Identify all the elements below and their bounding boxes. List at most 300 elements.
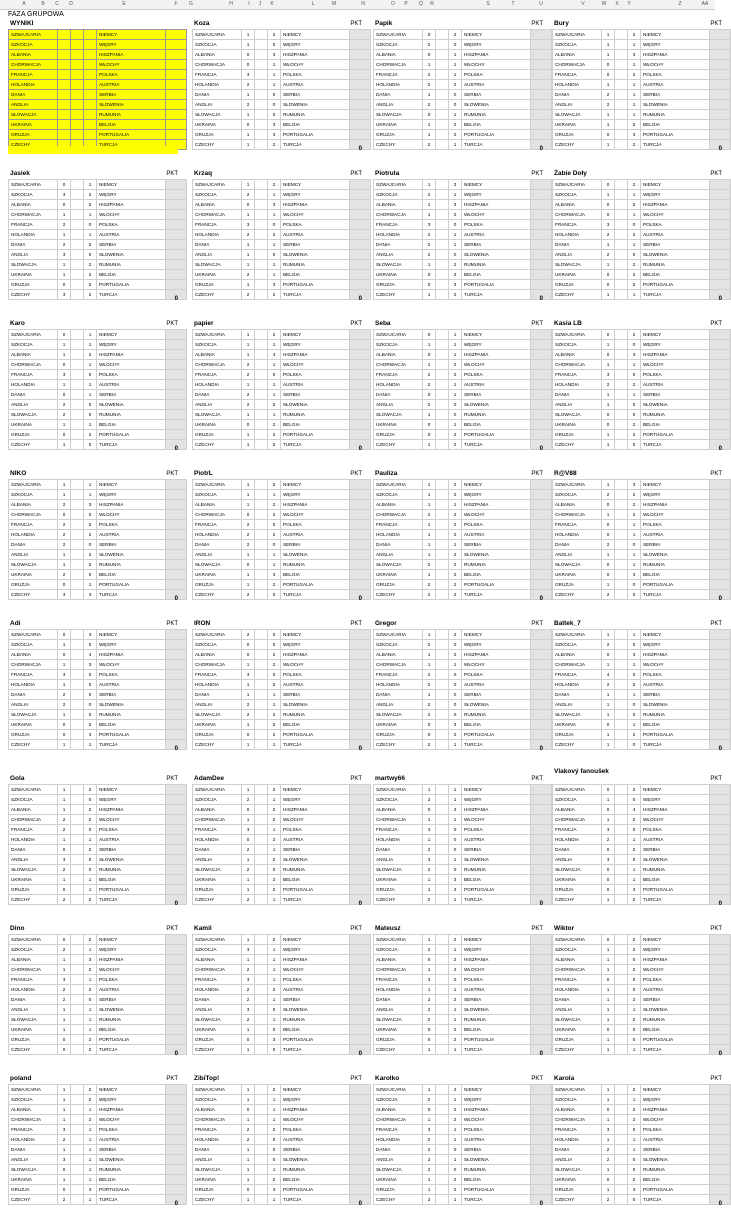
away-score-cell[interactable]: 2 bbox=[449, 360, 462, 370]
separator-cell[interactable] bbox=[436, 500, 449, 510]
separator-cell[interactable] bbox=[615, 590, 628, 600]
away-score-cell[interactable]: 3 bbox=[268, 280, 281, 290]
away-score-cell[interactable]: 2 bbox=[268, 330, 281, 340]
separator-cell[interactable] bbox=[615, 1005, 628, 1015]
away-score-cell[interactable]: 2 bbox=[449, 1175, 462, 1185]
away-team-cell[interactable]: AUSTRIA bbox=[281, 1135, 350, 1145]
column-letter[interactable]: C bbox=[55, 1, 59, 7]
away-score-cell[interactable]: 2 bbox=[84, 260, 97, 270]
points-cell[interactable] bbox=[350, 1085, 371, 1095]
home-team-cell[interactable]: ALBANIA bbox=[193, 805, 242, 815]
home-team-cell[interactable]: FRANCJA bbox=[374, 975, 423, 985]
home-team-cell[interactable]: DANIA bbox=[193, 690, 242, 700]
points-cell[interactable] bbox=[531, 330, 552, 340]
separator-cell[interactable] bbox=[436, 30, 449, 40]
away-score-cell[interactable]: 2 bbox=[628, 815, 641, 825]
away-score-cell[interactable]: 1 bbox=[268, 70, 281, 80]
home-score-cell[interactable]: 3 bbox=[58, 250, 71, 260]
separator-cell[interactable] bbox=[615, 400, 628, 410]
away-score-cell[interactable]: 2 bbox=[268, 530, 281, 540]
home-score-cell[interactable]: 1 bbox=[602, 795, 615, 805]
home-team-cell[interactable]: UKRAINA bbox=[553, 720, 602, 730]
away-score-cell[interactable]: 2 bbox=[449, 1035, 462, 1045]
away-score-cell[interactable]: 0 bbox=[628, 710, 641, 720]
away-score-cell[interactable]: 0 bbox=[628, 740, 641, 750]
away-team-cell[interactable]: BELGIA bbox=[97, 120, 166, 130]
away-team-cell[interactable]: SERBIA bbox=[281, 390, 350, 400]
home-score-cell[interactable]: 1 bbox=[58, 710, 71, 720]
separator-cell[interactable] bbox=[71, 360, 84, 370]
separator-cell[interactable] bbox=[436, 1175, 449, 1185]
away-score-cell[interactable]: 2 bbox=[268, 985, 281, 995]
away-score-cell[interactable]: 2 bbox=[628, 510, 641, 520]
away-score-cell[interactable]: 0 bbox=[449, 690, 462, 700]
away-score-cell[interactable]: 2 bbox=[84, 270, 97, 280]
home-score-cell[interactable]: 0 bbox=[602, 130, 615, 140]
points-cell[interactable] bbox=[166, 410, 187, 420]
points-cell[interactable] bbox=[531, 855, 552, 865]
separator-cell[interactable] bbox=[615, 110, 628, 120]
home-score-cell[interactable]: 0 bbox=[58, 1165, 71, 1175]
away-team-cell[interactable]: NIEMCY bbox=[97, 785, 166, 795]
away-team-cell[interactable]: RUMUNIA bbox=[641, 110, 710, 120]
home-score-cell[interactable]: 3 bbox=[602, 1125, 615, 1135]
away-team-cell[interactable]: SERBIA bbox=[462, 690, 531, 700]
away-score-cell[interactable]: 3 bbox=[628, 480, 641, 490]
away-score-cell[interactable]: 1 bbox=[628, 1095, 641, 1105]
home-score-cell[interactable]: 2 bbox=[58, 815, 71, 825]
points-total[interactable]: 0 bbox=[718, 1201, 722, 1207]
home-team-cell[interactable]: SZWAJCARIA bbox=[374, 630, 423, 640]
away-score-cell[interactable]: 1 bbox=[84, 1165, 97, 1175]
points-cell[interactable] bbox=[710, 1115, 731, 1125]
column-letter[interactable]: T bbox=[511, 1, 515, 7]
home-team-cell[interactable]: DANIA bbox=[553, 240, 602, 250]
points-cell[interactable] bbox=[166, 1145, 187, 1155]
points-cell[interactable] bbox=[531, 1135, 552, 1145]
away-score-cell[interactable]: 2 bbox=[84, 1115, 97, 1125]
separator-cell[interactable] bbox=[436, 1105, 449, 1115]
away-score-cell[interactable]: 2 bbox=[449, 370, 462, 380]
home-team-cell[interactable]: ANGLIA bbox=[9, 550, 58, 560]
separator-cell[interactable] bbox=[71, 400, 84, 410]
home-team-cell[interactable]: SZWAJCARIA bbox=[553, 1085, 602, 1095]
away-team-cell[interactable]: SŁOWENIA bbox=[281, 1005, 350, 1015]
separator-cell[interactable] bbox=[71, 90, 84, 100]
away-team-cell[interactable]: AUSTRIA bbox=[641, 680, 710, 690]
separator-cell[interactable] bbox=[71, 330, 84, 340]
column-letter[interactable]: O bbox=[391, 1, 395, 7]
away-team-cell[interactable]: BELGIA bbox=[97, 570, 166, 580]
points-cell[interactable] bbox=[350, 785, 371, 795]
home-team-cell[interactable]: FRANCJA bbox=[9, 220, 58, 230]
home-score-cell[interactable]: 0 bbox=[242, 200, 255, 210]
separator-cell[interactable] bbox=[71, 1145, 84, 1155]
separator-cell[interactable] bbox=[436, 955, 449, 965]
home-score-cell[interactable]: 1 bbox=[58, 1175, 71, 1185]
home-team-cell[interactable]: CZECHY bbox=[374, 740, 423, 750]
away-score-cell[interactable]: 3 bbox=[449, 200, 462, 210]
away-team-cell[interactable]: SERBIA bbox=[97, 390, 166, 400]
points-cell[interactable] bbox=[350, 250, 371, 260]
home-team-cell[interactable]: HOLANDIA bbox=[9, 680, 58, 690]
away-team-cell[interactable]: POLSKA bbox=[281, 1125, 350, 1135]
home-team-cell[interactable]: GRUZJA bbox=[553, 1035, 602, 1045]
separator-cell[interactable] bbox=[255, 740, 268, 750]
points-cell[interactable] bbox=[166, 785, 187, 795]
away-team-cell[interactable]: AUSTRIA bbox=[462, 680, 531, 690]
points-cell[interactable] bbox=[531, 1115, 552, 1125]
home-team-cell[interactable]: GRUZJA bbox=[553, 130, 602, 140]
away-score-cell[interactable]: 1 bbox=[449, 985, 462, 995]
away-score-cell[interactable]: 1 bbox=[628, 100, 641, 110]
separator-cell[interactable] bbox=[71, 825, 84, 835]
home-team-cell[interactable]: CHORWACJA bbox=[193, 360, 242, 370]
points-cell[interactable] bbox=[710, 1095, 731, 1105]
away-team-cell[interactable]: WĘGRY bbox=[281, 490, 350, 500]
home-score-cell[interactable]: 0 bbox=[602, 350, 615, 360]
home-team-cell[interactable]: CZECHY bbox=[9, 440, 58, 450]
away-score-cell[interactable]: 2 bbox=[268, 1175, 281, 1185]
separator-cell[interactable] bbox=[436, 100, 449, 110]
points-cell[interactable] bbox=[166, 260, 187, 270]
points-cell[interactable] bbox=[166, 1155, 187, 1165]
away-score-cell[interactable] bbox=[84, 100, 97, 110]
away-team-cell[interactable]: PORTUGALIA bbox=[641, 730, 710, 740]
points-cell[interactable] bbox=[166, 430, 187, 440]
away-team-cell[interactable]: RUMUNIA bbox=[97, 1165, 166, 1175]
away-score-cell[interactable]: 2 bbox=[268, 420, 281, 430]
away-team-cell[interactable]: TURCJA bbox=[281, 1195, 350, 1205]
home-team-cell[interactable]: FRANCJA bbox=[553, 670, 602, 680]
away-score-cell[interactable] bbox=[84, 70, 97, 80]
home-score-cell[interactable]: 1 bbox=[242, 550, 255, 560]
away-score-cell[interactable]: 0 bbox=[628, 955, 641, 965]
away-team-cell[interactable]: WĘGRY bbox=[281, 945, 350, 955]
points-cell[interactable] bbox=[531, 250, 552, 260]
home-score-cell[interactable]: 1 bbox=[242, 815, 255, 825]
home-score-cell[interactable]: 3 bbox=[242, 945, 255, 955]
points-cell[interactable] bbox=[350, 1105, 371, 1115]
home-team-cell[interactable]: ANGLIA bbox=[9, 400, 58, 410]
away-score-cell[interactable]: 2 bbox=[449, 1115, 462, 1125]
away-team-cell[interactable]: SŁOWENIA bbox=[641, 400, 710, 410]
separator-cell[interactable] bbox=[436, 180, 449, 190]
points-cell[interactable] bbox=[710, 660, 731, 670]
away-score-cell[interactable]: 0 bbox=[628, 855, 641, 865]
separator-cell[interactable] bbox=[615, 530, 628, 540]
away-score-cell[interactable]: 0 bbox=[268, 1155, 281, 1165]
points-cell[interactable] bbox=[350, 815, 371, 825]
home-team-cell[interactable]: UKRAINA bbox=[374, 570, 423, 580]
home-team-cell[interactable]: HOLANDIA bbox=[553, 1135, 602, 1145]
home-score-cell[interactable]: 0 bbox=[58, 510, 71, 520]
separator-cell[interactable] bbox=[615, 280, 628, 290]
away-team-cell[interactable]: WĘGRY bbox=[97, 945, 166, 955]
home-score-cell[interactable] bbox=[58, 130, 71, 140]
away-score-cell[interactable]: 0 bbox=[84, 795, 97, 805]
away-team-cell[interactable]: SERBIA bbox=[462, 540, 531, 550]
home-team-cell[interactable]: GRUZJA bbox=[9, 130, 58, 140]
separator-cell[interactable] bbox=[71, 1085, 84, 1095]
away-score-cell[interactable]: 2 bbox=[84, 935, 97, 945]
points-cell[interactable] bbox=[166, 380, 187, 390]
away-team-cell[interactable]: HISZPANIA bbox=[641, 50, 710, 60]
separator-cell[interactable] bbox=[615, 580, 628, 590]
separator-cell[interactable] bbox=[615, 865, 628, 875]
home-score-cell[interactable]: 1 bbox=[242, 580, 255, 590]
separator-cell[interactable] bbox=[436, 965, 449, 975]
away-team-cell[interactable]: AUSTRIA bbox=[641, 985, 710, 995]
home-team-cell[interactable]: HOLANDIA bbox=[553, 380, 602, 390]
points-cell[interactable] bbox=[166, 490, 187, 500]
column-letter[interactable]: L bbox=[311, 1, 315, 7]
away-score-cell[interactable]: 3 bbox=[84, 730, 97, 740]
home-team-cell[interactable]: FRANCJA bbox=[9, 670, 58, 680]
home-team-cell[interactable]: GRUZJA bbox=[553, 280, 602, 290]
away-team-cell[interactable]: RUMUNIA bbox=[97, 260, 166, 270]
points-cell[interactable] bbox=[166, 70, 187, 80]
separator-cell[interactable] bbox=[436, 680, 449, 690]
away-score-cell[interactable]: 3 bbox=[449, 720, 462, 730]
away-score-cell[interactable]: 0 bbox=[84, 670, 97, 680]
away-score-cell[interactable]: 2 bbox=[449, 260, 462, 270]
separator-cell[interactable] bbox=[71, 805, 84, 815]
points-total[interactable]: 0 bbox=[358, 1051, 362, 1057]
away-score-cell[interactable]: 2 bbox=[449, 510, 462, 520]
away-team-cell[interactable]: WĘGRY bbox=[641, 190, 710, 200]
home-team-cell[interactable]: UKRAINA bbox=[553, 1175, 602, 1185]
home-team-cell[interactable]: UKRAINA bbox=[193, 1025, 242, 1035]
away-team-cell[interactable]: SŁOWENIA bbox=[462, 400, 531, 410]
away-score-cell[interactable]: 2 bbox=[449, 290, 462, 300]
player-name[interactable]: Karo bbox=[10, 320, 25, 327]
points-cell[interactable] bbox=[166, 250, 187, 260]
separator-cell[interactable] bbox=[436, 845, 449, 855]
points-cell[interactable] bbox=[531, 1095, 552, 1105]
separator-cell[interactable] bbox=[436, 200, 449, 210]
away-score-cell[interactable]: 3 bbox=[84, 590, 97, 600]
player-name[interactable]: ZibiTop! bbox=[194, 1075, 220, 1082]
away-score-cell[interactable]: 2 bbox=[449, 1185, 462, 1195]
away-team-cell[interactable]: WŁOCHY bbox=[281, 510, 350, 520]
home-team-cell[interactable]: SZWAJCARIA bbox=[553, 480, 602, 490]
separator-cell[interactable] bbox=[615, 180, 628, 190]
home-score-cell[interactable]: 2 bbox=[423, 1165, 436, 1175]
away-score-cell[interactable]: 3 bbox=[449, 180, 462, 190]
player-name[interactable]: Kamil bbox=[194, 925, 212, 932]
home-score-cell[interactable]: 1 bbox=[242, 430, 255, 440]
separator-cell[interactable] bbox=[71, 510, 84, 520]
points-cell[interactable] bbox=[710, 795, 731, 805]
home-team-cell[interactable]: GRUZJA bbox=[193, 730, 242, 740]
away-score-cell[interactable]: 2 bbox=[268, 875, 281, 885]
away-team-cell[interactable]: AUSTRIA bbox=[281, 985, 350, 995]
home-team-cell[interactable]: ALBANIA bbox=[374, 200, 423, 210]
home-team-cell[interactable]: SZKOCJA bbox=[374, 490, 423, 500]
points-total[interactable]: 0 bbox=[174, 1201, 178, 1207]
home-team-cell[interactable]: SZWAJCARIA bbox=[374, 330, 423, 340]
separator-cell[interactable] bbox=[255, 1145, 268, 1155]
points-cell[interactable] bbox=[166, 955, 187, 965]
home-score-cell[interactable]: 0 bbox=[602, 410, 615, 420]
separator-cell[interactable] bbox=[615, 1025, 628, 1035]
player-name[interactable]: Adi bbox=[10, 620, 21, 627]
home-score-cell[interactable]: 1 bbox=[602, 550, 615, 560]
home-score-cell[interactable]: 1 bbox=[602, 140, 615, 150]
away-team-cell[interactable]: AUSTRIA bbox=[97, 80, 166, 90]
away-score-cell[interactable]: 1 bbox=[268, 975, 281, 985]
separator-cell[interactable] bbox=[436, 1095, 449, 1105]
home-score-cell[interactable]: 1 bbox=[423, 1045, 436, 1055]
home-team-cell[interactable]: SZKOCJA bbox=[9, 490, 58, 500]
home-score-cell[interactable]: 2 bbox=[423, 40, 436, 50]
home-team-cell[interactable]: CZECHY bbox=[374, 590, 423, 600]
away-score-cell[interactable]: 2 bbox=[84, 430, 97, 440]
separator-cell[interactable] bbox=[255, 710, 268, 720]
points-cell[interactable] bbox=[166, 500, 187, 510]
points-cell[interactable] bbox=[710, 855, 731, 865]
away-team-cell[interactable]: POLSKA bbox=[641, 70, 710, 80]
away-score-cell[interactable]: 0 bbox=[84, 700, 97, 710]
home-team-cell[interactable]: SZWAJCARIA bbox=[9, 30, 58, 40]
away-team-cell[interactable]: SERBIA bbox=[97, 540, 166, 550]
points-cell[interactable] bbox=[350, 630, 371, 640]
home-team-cell[interactable]: SZKOCJA bbox=[553, 945, 602, 955]
home-score-cell[interactable]: 2 bbox=[423, 1015, 436, 1025]
points-cell[interactable] bbox=[710, 430, 731, 440]
home-team-cell[interactable]: CZECHY bbox=[193, 1045, 242, 1055]
home-team-cell[interactable]: GRUZJA bbox=[374, 580, 423, 590]
points-cell[interactable] bbox=[531, 100, 552, 110]
away-team-cell[interactable]: SŁOWENIA bbox=[281, 1155, 350, 1165]
home-team-cell[interactable]: CHORWACJA bbox=[553, 210, 602, 220]
home-team-cell[interactable]: SZWAJCARIA bbox=[193, 180, 242, 190]
away-score-cell[interactable]: 0 bbox=[449, 220, 462, 230]
home-score-cell[interactable]: 1 bbox=[58, 1005, 71, 1015]
separator-cell[interactable] bbox=[71, 40, 84, 50]
home-team-cell[interactable]: GRUZJA bbox=[193, 280, 242, 290]
home-team-cell[interactable]: SZWAJCARIA bbox=[374, 480, 423, 490]
separator-cell[interactable] bbox=[436, 700, 449, 710]
home-team-cell[interactable]: ANGLIA bbox=[374, 1155, 423, 1165]
away-team-cell[interactable]: PORTUGALIA bbox=[97, 280, 166, 290]
home-score-cell[interactable]: 0 bbox=[423, 110, 436, 120]
points-cell[interactable] bbox=[350, 1125, 371, 1135]
separator-cell[interactable] bbox=[615, 520, 628, 530]
separator-cell[interactable] bbox=[436, 1155, 449, 1165]
home-score-cell[interactable]: 2 bbox=[423, 400, 436, 410]
home-score-cell[interactable]: 0 bbox=[58, 390, 71, 400]
away-score-cell[interactable]: 0 bbox=[628, 825, 641, 835]
separator-cell[interactable] bbox=[255, 720, 268, 730]
points-cell[interactable] bbox=[350, 1115, 371, 1125]
home-score-cell[interactable]: 0 bbox=[242, 1035, 255, 1045]
away-team-cell[interactable]: SERBIA bbox=[281, 845, 350, 855]
points-cell[interactable] bbox=[166, 180, 187, 190]
home-score-cell[interactable]: 2 bbox=[423, 895, 436, 905]
home-score-cell[interactable]: 1 bbox=[423, 1185, 436, 1195]
home-team-cell[interactable]: SZKOCJA bbox=[9, 1095, 58, 1105]
home-team-cell[interactable]: FRANCJA bbox=[374, 670, 423, 680]
points-cell[interactable] bbox=[531, 220, 552, 230]
away-score-cell[interactable]: 0 bbox=[449, 250, 462, 260]
away-score-cell[interactable]: 0 bbox=[268, 220, 281, 230]
home-team-cell[interactable]: UKRAINA bbox=[374, 1025, 423, 1035]
separator-cell[interactable] bbox=[255, 120, 268, 130]
points-cell[interactable] bbox=[166, 90, 187, 100]
points-cell[interactable] bbox=[166, 935, 187, 945]
separator-cell[interactable] bbox=[255, 690, 268, 700]
home-team-cell[interactable]: GRUZJA bbox=[9, 730, 58, 740]
away-score-cell[interactable]: 2 bbox=[449, 995, 462, 1005]
home-team-cell[interactable]: CZECHY bbox=[9, 740, 58, 750]
home-score-cell[interactable]: 2 bbox=[242, 270, 255, 280]
away-team-cell[interactable]: SERBIA bbox=[462, 845, 531, 855]
points-cell[interactable] bbox=[710, 985, 731, 995]
away-score-cell[interactable]: 0 bbox=[628, 340, 641, 350]
home-score-cell[interactable] bbox=[58, 60, 71, 70]
separator-cell[interactable] bbox=[615, 680, 628, 690]
away-score-cell[interactable]: 3 bbox=[449, 875, 462, 885]
points-cell[interactable] bbox=[166, 60, 187, 70]
points-cell[interactable] bbox=[710, 110, 731, 120]
away-team-cell[interactable]: WĘGRY bbox=[281, 40, 350, 50]
points-total[interactable]: 0 bbox=[358, 296, 362, 302]
away-team-cell[interactable]: AUSTRIA bbox=[281, 530, 350, 540]
points-cell[interactable] bbox=[350, 1025, 371, 1035]
separator-cell[interactable] bbox=[615, 1195, 628, 1205]
home-team-cell[interactable]: UKRAINA bbox=[553, 1025, 602, 1035]
away-team-cell[interactable]: TURCJA bbox=[641, 740, 710, 750]
points-cell[interactable] bbox=[350, 845, 371, 855]
home-score-cell[interactable]: 1 bbox=[58, 965, 71, 975]
home-score-cell[interactable]: 0 bbox=[602, 270, 615, 280]
home-score-cell[interactable]: 0 bbox=[423, 420, 436, 430]
home-score-cell[interactable]: 2 bbox=[58, 220, 71, 230]
points-cell[interactable] bbox=[166, 1185, 187, 1195]
separator-cell[interactable] bbox=[615, 380, 628, 390]
separator-cell[interactable] bbox=[436, 220, 449, 230]
points-cell[interactable] bbox=[350, 1035, 371, 1045]
points-cell[interactable] bbox=[710, 120, 731, 130]
points-cell[interactable] bbox=[350, 530, 371, 540]
away-team-cell[interactable]: HISZPANIA bbox=[97, 1105, 166, 1115]
away-team-cell[interactable]: HISZPANIA bbox=[641, 955, 710, 965]
home-team-cell[interactable]: SŁOWACJA bbox=[9, 710, 58, 720]
away-score-cell[interactable]: 1 bbox=[628, 660, 641, 670]
home-score-cell[interactable]: 3 bbox=[58, 1125, 71, 1135]
points-cell[interactable] bbox=[710, 500, 731, 510]
separator-cell[interactable] bbox=[615, 1165, 628, 1175]
away-score-cell[interactable]: 0 bbox=[84, 410, 97, 420]
away-score-cell[interactable]: 2 bbox=[268, 430, 281, 440]
points-cell[interactable] bbox=[166, 270, 187, 280]
away-score-cell[interactable]: 0 bbox=[84, 680, 97, 690]
separator-cell[interactable] bbox=[436, 855, 449, 865]
separator-cell[interactable] bbox=[255, 540, 268, 550]
away-team-cell[interactable]: WĘGRY bbox=[641, 795, 710, 805]
separator-cell[interactable] bbox=[71, 390, 84, 400]
separator-cell[interactable] bbox=[436, 490, 449, 500]
away-team-cell[interactable]: WŁOCHY bbox=[97, 60, 166, 70]
away-score-cell[interactable]: 1 bbox=[84, 380, 97, 390]
points-cell[interactable] bbox=[710, 945, 731, 955]
separator-cell[interactable] bbox=[71, 1175, 84, 1185]
home-score-cell[interactable]: 1 bbox=[242, 260, 255, 270]
separator-cell[interactable] bbox=[436, 50, 449, 60]
away-team-cell[interactable]: PORTUGALIA bbox=[462, 1035, 531, 1045]
